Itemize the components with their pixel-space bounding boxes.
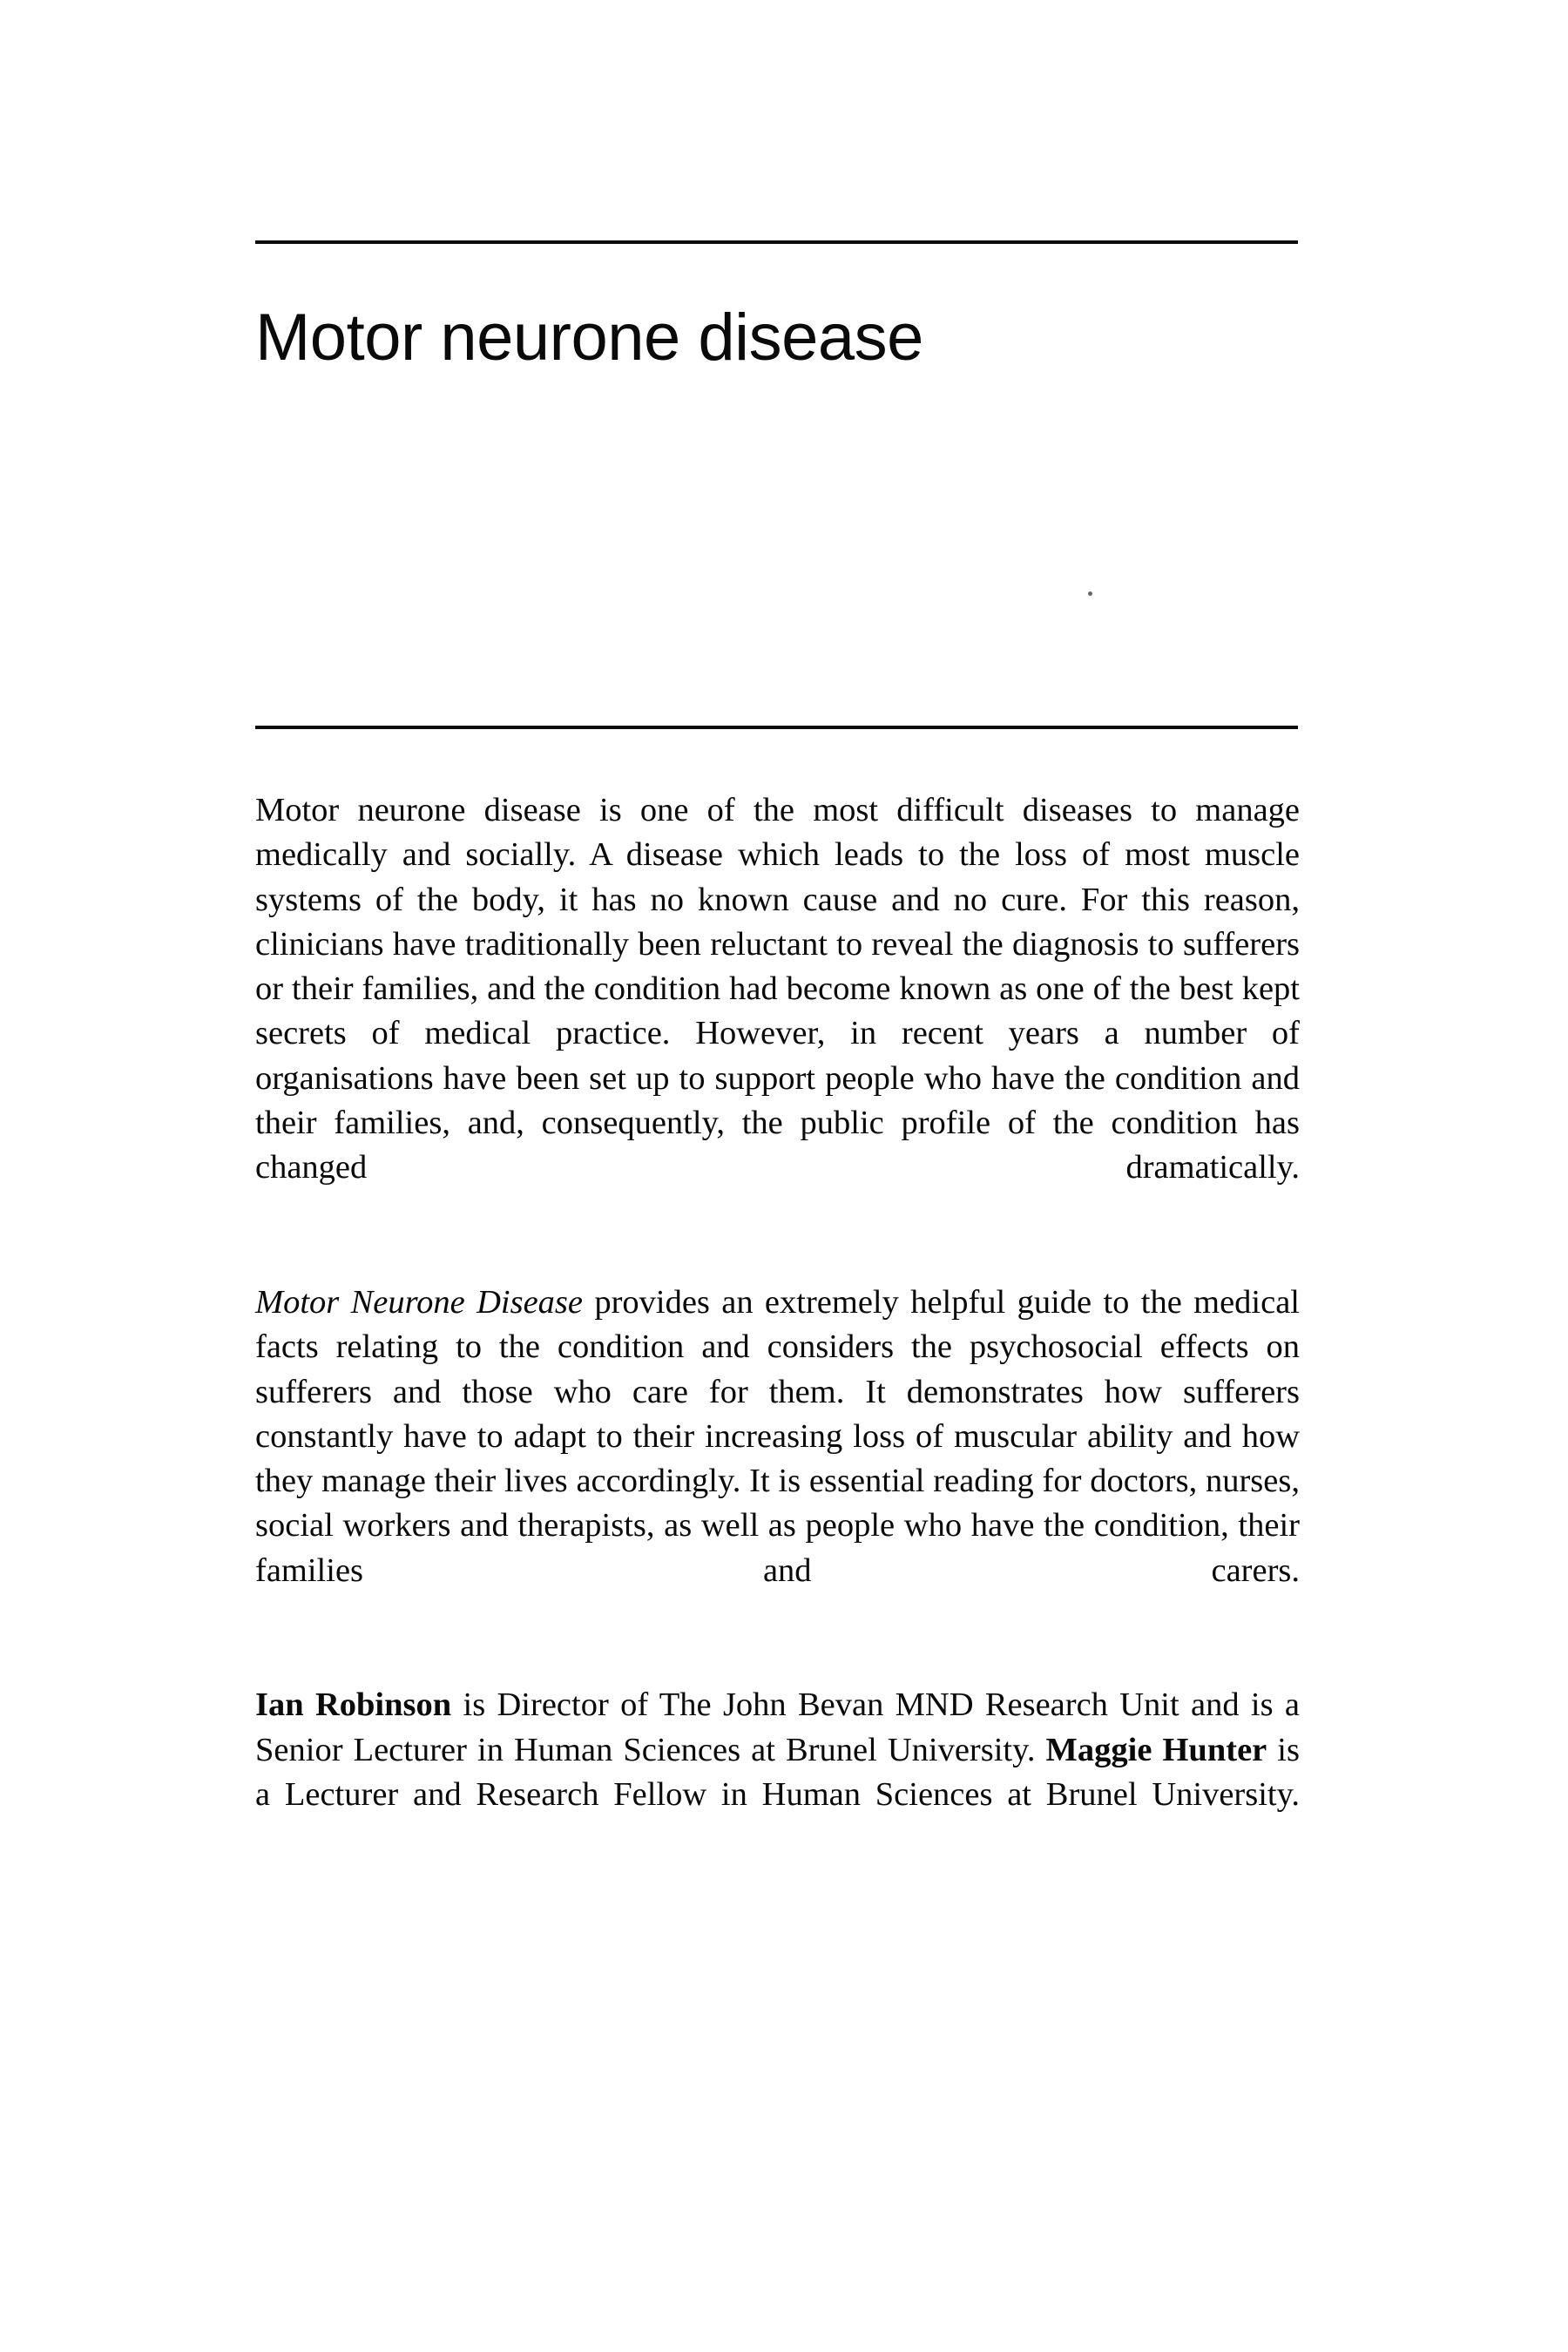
page-title: Motor neurone disease <box>255 300 923 375</box>
author-bio-ian-robinson: is Director of The John Bevan MND Research Unit and is a Senior Lecturer in Human Sciences at Brunel University. <box>255 1686 1300 1768</box>
author-name-maggie-hunter: Maggie Hunter <box>1045 1731 1267 1768</box>
scan-artifact-speck <box>1088 591 1092 596</box>
blurb-paragraph-1: Motor neurone disease is one of the most difficult diseases to manage medically and socially. A disease which leads to the loss of most muscle systems of the body, it has no known cause and no cure. For this reason, clinicians have traditionally been reluctant to reveal the diagnosis to sufferers or their families, and the condition had become known as one of the best kept secrets of medical practice. However, in recent years a number of organisations have been set up to support people who have the condition and their families, and, consequently, the public profile of the condition has changed dramatically. <box>255 792 1300 1186</box>
blurb-paragraph-2 <box>255 1281 1300 1638</box>
blurb-paragraph-2-text: provides an extremely helpful guide to the medical facts relating to the condition and considers the psychosocial effects on sufferers and those who care for them. It demonstrates how sufferers constantly have to adapt to their increasing loss of muscular ability and how they manage their lives accordingly. It is essential reading for doctors, nurses, social workers and therapists, as well as people who have the condition, their families and carers. <box>255 1283 1300 1589</box>
blurb-text-block <box>255 788 1300 1862</box>
book-title-italic: Motor Neurone Disease <box>255 1283 583 1321</box>
blurb-paragraph-3 <box>255 1683 1300 1862</box>
horizontal-rule-below-title <box>255 726 1298 729</box>
author-bio-maggie-hunter: is a Lecturer and Research Fellow in Human Sciences at Brunel University. <box>255 1731 1300 1813</box>
author-name-ian-robinson: Ian Robinson <box>255 1686 452 1724</box>
horizontal-rule-above-title <box>255 240 1298 244</box>
